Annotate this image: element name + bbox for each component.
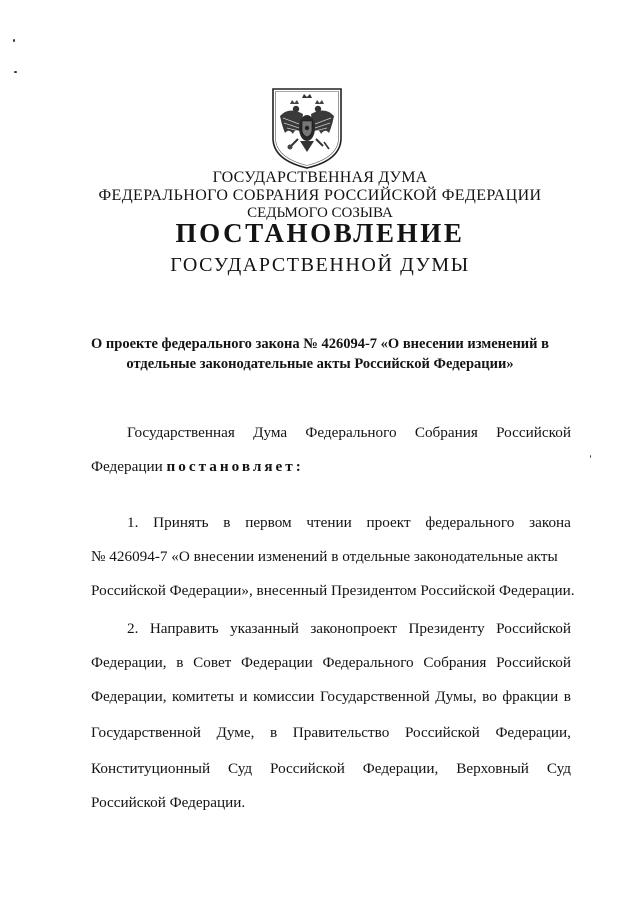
word: в xyxy=(176,654,184,671)
word: 1. xyxy=(127,514,139,531)
word: Конституционный xyxy=(91,760,211,777)
word: Российской xyxy=(496,620,571,637)
word: Думе, xyxy=(216,724,255,741)
word: Президенту xyxy=(408,620,485,637)
item1-line xyxy=(91,514,571,532)
word: указанный xyxy=(230,620,299,637)
preamble-line xyxy=(91,458,571,476)
word: Российской xyxy=(496,654,571,671)
word: проект xyxy=(366,514,411,531)
word: Принять xyxy=(153,514,209,531)
word: Государственной xyxy=(319,688,430,705)
word: во xyxy=(482,688,497,705)
coat-of-arms-emblem xyxy=(269,86,345,170)
word: чтении xyxy=(306,514,352,531)
word: и xyxy=(239,688,248,705)
word: Федерации xyxy=(241,654,313,671)
assembly-name-line: ФЕДЕРАЛЬНОГО СОБРАНИЯ РОССИЙСКОЙ ФЕДЕРАЦИИ xyxy=(98,187,542,204)
subject-line: О проекте федерального закона № 426094-7 «О внесении изменений в xyxy=(91,336,549,352)
word: Федерации, xyxy=(91,688,167,705)
word: Собрания xyxy=(423,654,487,671)
word: закона xyxy=(529,514,571,531)
item2-line xyxy=(91,688,571,706)
item1-line: Российской Федерации», внесенный Президентом Российской Федерации. xyxy=(91,582,575,599)
word: комиссии xyxy=(253,688,315,705)
item2-line xyxy=(91,654,571,672)
word: в xyxy=(563,688,571,705)
preamble-prefix: Федерации xyxy=(91,458,167,475)
word: Государственной xyxy=(91,724,201,741)
scan-speck xyxy=(590,455,591,458)
word: Суд xyxy=(546,760,571,777)
word: Верховный xyxy=(456,760,529,777)
scan-speck xyxy=(13,39,15,42)
word: Государственная xyxy=(127,424,235,441)
word: 2. xyxy=(127,620,139,637)
word: Направить xyxy=(149,620,219,637)
word: Правительство xyxy=(292,724,390,741)
item2-line xyxy=(91,724,571,742)
document-title: ПОСТАНОВЛЕНИЕ xyxy=(175,218,465,248)
word: Федерации, xyxy=(91,654,167,671)
word: первом xyxy=(245,514,292,531)
item1-line: № 426094-7 «О внесении изменений в отдельные законодательные акты xyxy=(91,548,558,565)
word: Федерации, xyxy=(495,724,571,741)
word: законопроект xyxy=(310,620,398,637)
duma-name-line: ГОСУДАРСТВЕННАЯ ДУМА xyxy=(212,169,428,186)
item2-line xyxy=(91,620,571,638)
item2-line: Российской Федерации. xyxy=(91,794,246,811)
word: Федерального xyxy=(322,654,414,671)
document-subtitle: ГОСУДАРСТВЕННОЙ ДУМЫ xyxy=(170,254,470,276)
item2-line xyxy=(91,760,571,778)
word: фракции xyxy=(502,688,559,705)
word: Федерации, xyxy=(362,760,439,777)
word: комитеты xyxy=(172,688,234,705)
scan-speck xyxy=(14,71,17,73)
word: в xyxy=(223,514,231,531)
subject-line: отдельные законодательные акты Российской Федерации» xyxy=(126,356,514,372)
word: Российской xyxy=(404,724,480,741)
word: Собрания xyxy=(414,424,478,441)
preamble-line xyxy=(91,424,571,442)
decree-verb: постановляет: xyxy=(166,458,304,475)
word: Российской xyxy=(496,424,571,441)
word: Федерального xyxy=(305,424,397,441)
word: в xyxy=(270,724,278,741)
word: Дума xyxy=(253,424,288,441)
word: Российской xyxy=(270,760,345,777)
word: Суд xyxy=(227,760,253,777)
word: Совет xyxy=(193,654,232,671)
word: федерального xyxy=(425,514,515,531)
word: Думы, xyxy=(435,688,477,705)
convocation-line: СЕДЬМОГО СОЗЫВА xyxy=(247,205,393,221)
